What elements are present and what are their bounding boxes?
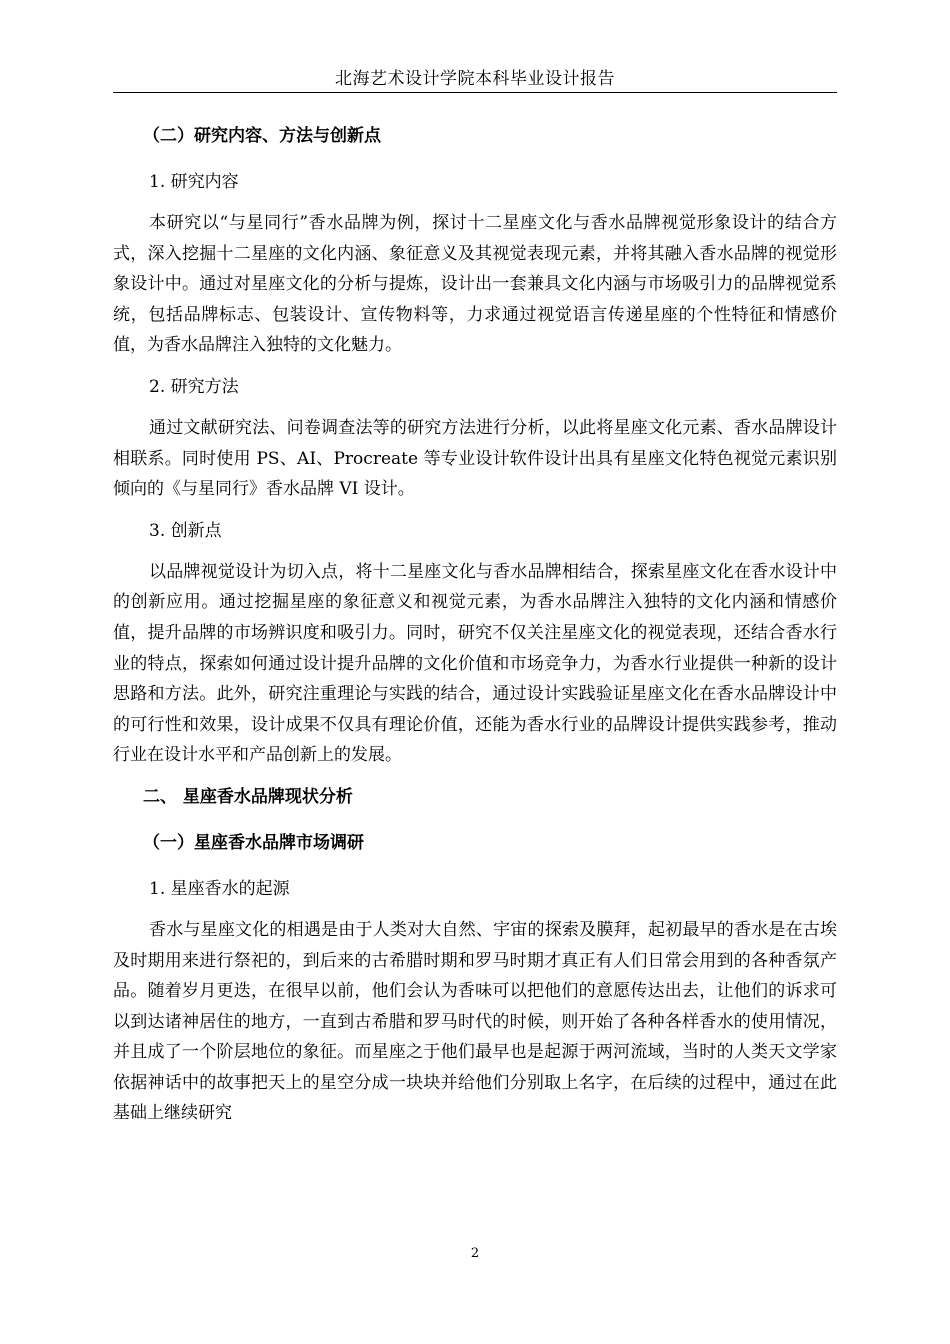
subheading-research-method: 2. 研究方法 xyxy=(149,376,239,397)
paragraph-perfume-origin: 香水与星座文化的相遇是由于人类对大自然、宇宙的探索及膜拜，起初最早的香水是在古埃及时期用来进行祭祀的，到后来的古希腊时期和罗马时期才真正有人们日常会用到的各种香氛产品。随着岁月更迭，在很早以前，他们会认为香味可以把他们的意愿传达出去，让他们的诉求可以到达诸神居住的地方，一直到古希腊和罗马时代的时候，则开始了各种各样香水的使用情况，并且成了一个阶层地位的象征。而星座之于他们最早也是起源于两河流域，当时的人类天文学家依据神话中的故事把天上的星空分成一块块并给他们分别取上名字，在后续的过程中，通过在此基础上继续研究 xyxy=(113,919,837,1124)
paragraph-research-method: 通过文献研究法、问卷调查法等的研究方法进行分析，以此将星座文化元素、香水品牌设计相联系。同时使用 PS、AI、Procreate 等专业设计软件设计出具有星座文化特色视觉元素识别倾向的《与星同行》香水品牌 VI 设计。 xyxy=(113,417,837,500)
chapter-heading-status-analysis: 二、 星座香水品牌现状分析 xyxy=(143,786,353,807)
paragraph-innovation: 以品牌视觉设计为切入点，将十二星座文化与香水品牌相结合，探索星座文化在香水设计中的创新应用。通过挖掘星座的象征意义和视觉元素，为香水品牌注入独特的文化内涵和情感价值，提升品牌的市场辨识度和吸引力。同时，研究不仅关注星座文化的视觉表现，还结合香水行业的特点，探索如何通过设计提升品牌的文化价值和市场竞争力，为香水行业提供一种新的设计思路和方法。此外，研究注重理论与实践的结合，通过设计实践验证星座文化在香水品牌设计中的可行性和效果，设计成果不仅具有理论价值，还能为香水行业的品牌设计提供实践参考，推动行业在设计水平和产品创新上的发展。 xyxy=(113,561,837,766)
section-heading-research: （二）研究内容、方法与创新点 xyxy=(143,126,381,146)
header-divider xyxy=(113,92,837,93)
subheading-research-content: 1. 研究内容 xyxy=(149,172,239,192)
subheading-perfume-origin: 1. 星座香水的起源 xyxy=(149,878,290,899)
document-body xyxy=(113,116,837,1135)
subheading-innovation: 3. 创新点 xyxy=(149,520,222,541)
page-number: 2 xyxy=(470,1246,480,1261)
page-header-title: 北海艺术设计学院本科毕业设计报告 xyxy=(335,69,615,89)
section-heading-market-research: （一）星座香水品牌市场调研 xyxy=(143,832,364,853)
paragraph-research-content: 本研究以“与星同行”香水品牌为例，探讨十二星座文化与香水品牌视觉形象设计的结合方式，深入挖掘十二星座的文化内涵、象征意义及其视觉表现元素，并将其融入香水品牌的视觉形象设计中。通过对星座文化的分析与提炼，设计出一套兼具文化内涵与市场吸引力的品牌视觉系统，包括品牌标志、包装设计、宣传物料等，力求通过视觉语言传递星座的个性特征和情感价值，为香水品牌注入独特的文化魅力。 xyxy=(113,213,837,356)
